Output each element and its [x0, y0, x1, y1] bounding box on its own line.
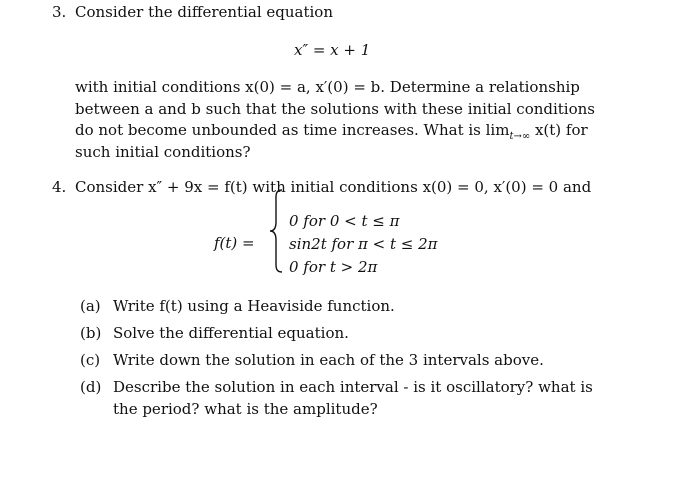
- case-2: sin2t for π < t ≤ 2π: [289, 235, 438, 253]
- problem-3-number: 3.: [52, 3, 67, 21]
- limit-subscript: t→∞: [509, 131, 531, 142]
- problem-4-intro: Consider x″ + 9x = f(t) with initial conditions x(0) = 0, x′(0) = 0 and: [75, 178, 592, 196]
- part-b-text: Solve the differential equation.: [113, 324, 349, 342]
- case-1: 0 for 0 < t ≤ π: [289, 212, 400, 230]
- part-d-text: Describe the solution in each interval - is it oscillatory? what is: [113, 378, 593, 396]
- problem-3-equation: x″ = x + 1: [294, 41, 371, 59]
- case-3: 0 for t > 2π: [289, 258, 378, 276]
- part-a-text: Write f(t) using a Heaviside function.: [113, 297, 395, 315]
- part-d-continuation: the period? what is the amplitude?: [113, 400, 378, 418]
- part-c-text: Write down the solution in each of the 3 intervals above.: [113, 351, 544, 369]
- problem-3-line-3-tail: x(t) for: [530, 121, 588, 139]
- problem-4-number: 4.: [52, 178, 67, 196]
- problem-3-line-2: between a and b such that the solutions with these initial conditions: [75, 100, 595, 118]
- part-a-label: (a): [80, 297, 101, 315]
- problem-3-line-4: such initial conditions?: [75, 143, 251, 161]
- piecewise-brace-icon: [269, 188, 283, 274]
- part-d-label: (d): [80, 378, 102, 396]
- problem-3-line-1: with initial conditions x(0) = a, x′(0) = b. Determine a relationship: [75, 78, 580, 96]
- part-c-label: (c): [80, 351, 101, 369]
- problem-3-title: Consider the differential equation: [75, 3, 333, 21]
- part-b-label: (b): [80, 324, 102, 342]
- f-of-t-label: f(t) =: [214, 234, 255, 252]
- problem-3-line-3-text: do not become unbounded as time increases. What is lim: [75, 121, 510, 139]
